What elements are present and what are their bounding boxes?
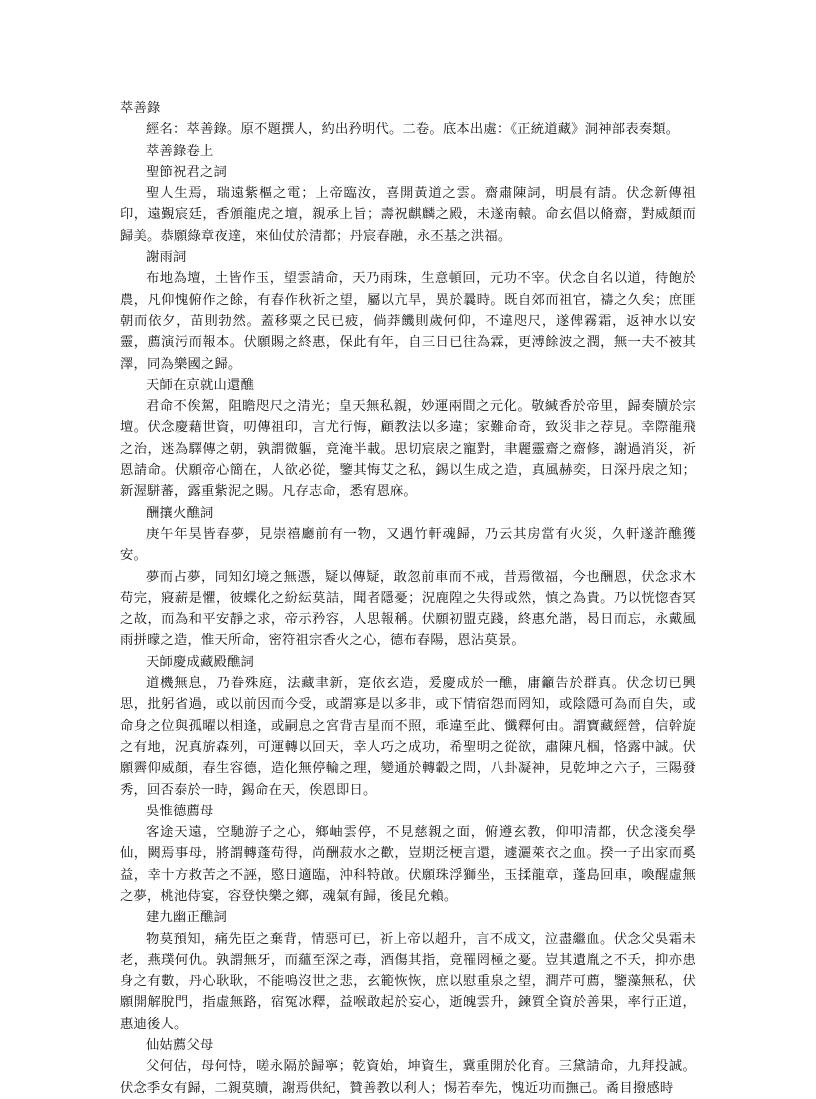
section-paragraph: 物莫預知，痛先臣之棄背，情惡可已，祈上帝以超升，言不成文，泣盡繼血。伏念父吳霜未老，燕璞何仇。孰謂無牙，而蘊至深之毒，酒傷其指，竟罹罔極之憂。豈其遺胤之不夭，抑亦患身之有數，丹心耿耿，不能鳴沒世之悲，玄範恢恢，庶以慰重泉之望，澗芹可薦，鑒藻無私，伏願開解脫門，指虛無路，宿冤冰釋，益喉敢起於妄心，逝魄雲升，鍊質全資於善果，率行正道，惠迪後人。 (120, 931, 696, 1032)
section-heading: 天師慶成藏殿醮詞 (146, 654, 254, 670)
section-paragraph: 父何估，母何恃，嗟永隔於歸寧；乾資始，坤資生，冀重開於化育。三黛請命，九拜投誠。伏念季女有歸，二親莫贖，謝焉供紀，贊善教以利人；惕若奉先，愧近功而撫己。矞目撥感時 (120, 1059, 696, 1096)
document-page (120, 98, 696, 1099)
document-title: 萃善錄 (120, 101, 161, 116)
section-heading: 吳惟德薦母 (146, 803, 214, 819)
section-heading: 天師在京就山還醮 (146, 377, 254, 393)
section-heading: 謝雨詞 (146, 250, 187, 266)
section-heading: 聖節祝君之詞 (146, 164, 227, 180)
section-paragraph: 道機無息，乃眷殊庭，法藏聿新，寔依玄造，爰慶成於一醮，庸籲告於群真。伏念切已興思，批躬省過，或以前因而今受，或謂寡是以多非，或下情宿怨而罔知，或陰隱可為而自失，或命身之位與孤曜以相逢，或嗣息之宮背吉星而不照，乖違至此、懺釋何由。謂寶藏經營，信幹旋之有地，況真旂森列，可運轉以回天，幸人巧之成功，希聖明之從欲，肅陳凡椢，恪露中誠。伏願霽仰威顏，春生容德，造化無停輪之理，變通於轉轂之問，八卦凝神，見乾坤之六子，三陽發秀，回否泰於一時，錫命在天，俟恩即日。 (120, 676, 696, 798)
document-meta: 經名：萃善錄。原不題撰人，約出矜明代。二卷。底本出處：《正統道藏》洞神部表奏類。 (146, 122, 680, 138)
section-heading: 建九幽正醮詞 (146, 910, 227, 926)
section-paragraph: 客途天遠，空馳游子之心，鄉岫雲停，不見慈親之面，俯遵玄教，仰叩清都，伏念淺矣學仙，闕焉事母，將謂轉蓬苟得，尚酬菽水之歡，豈期泛梗言還，遽灑萊衣之血。揆一子出家而奚益，幸十方救苦之不誣，愍日適臨，沖科特啟。伏願珠浮獅坐，玉揉龍章，蓬島回車，喚醒虛無之夢，桃池侍宴，容登快樂之鄉，魂氣有歸，後昆允賴。 (120, 825, 696, 904)
section-paragraph: 聖人生焉，瑞遠紫樞之電；上帝臨汝，喜開黃道之雲。齋肅陳詞，明晨有請。伏念新傳祖印，遠覲宸廷，香頒龍虎之壇，親承上旨；壽祝麒麟之殿，未遂南轅。命玄倡以脩齋，對威顏而歸美。恭願綠章夜達，來仙仗於清都；丹宸春融，永丕基之洪福。 (120, 186, 696, 244)
section-paragraph: 君命不俟駕，阻瞻咫尺之清光；皇天無私親，妙運兩間之元化。敬緘香於帝里，歸奏牘於宗壇。伏念慶藉世資，叨傳祖印，言尤行悔，顧教法以多違；家難命奇，致災非之荐見。幸際龍飛之治，迷為驛傳之朝，孰謂微軀，竟淹半載。思切宸扆之寵對，聿麗靈齋之齋修，謝過消災，祈恩請命。伏願帝心簡在，人欲必從，鑒其悔艾之私，錫以生成之造，真風赫奕，日深丹扆之知；新渥駢蕃，露重紫泥之賜。凡存志命，悉宥恩庥。 (120, 399, 696, 500)
section-paragraph: 庚午年昊皆春夢，見崇禧廳前有一物，又遇竹軒魂歸，乃云其房當有火災，久軒遂許醮獲安。 (120, 526, 696, 564)
section-heading: 仙姑薦父母 (146, 1038, 214, 1054)
section-heading: 酬攘火醮詞 (146, 505, 214, 521)
volume-title: 萃善錄卷上 (146, 143, 214, 159)
section-paragraph: 夢而占夢，同知幻境之無憑，疑以傳疑，敢忽前車而不戒，昔焉徵福，今也酬恩，伏念求木苟完，寢薪是懼，彼蝶化之紛紜莫詰，聞者隱憂；況鹿隍之失得或然，慎之為貴。乃以恍惚杳冥之故，而為和平安靜之求，帝示矜容，人思報稱。伏願初盟克踐，終惠允諧，曷日而忘，永戴風雨拼曚之造，惟天所命，密符祖宗香火之心，德布春陽，恩沾莫景。 (120, 569, 696, 649)
section-paragraph: 布地為壇，土皆作玉，望雲請命，天乃雨珠，生意頓回，元功不宰。伏念自名以道，待飽於農，凡仰愧俯作之餘，有春作秋祈之望，屬以亢旱，異於曩時。既自郊而祖官，禱之久矣；庶匪朝而依夕，苗則勃然。蓋移粟之民已疲，倘莽饑則歲何仰，不違咫尺，遂俾霧霜，返神水以安靈，薦演污而報本。伏願賜之終惠，保此有年，自三日已往為霖，更溥餘波之潤，無一夫不被其澤，同為樂國之歸。 (120, 271, 696, 372)
